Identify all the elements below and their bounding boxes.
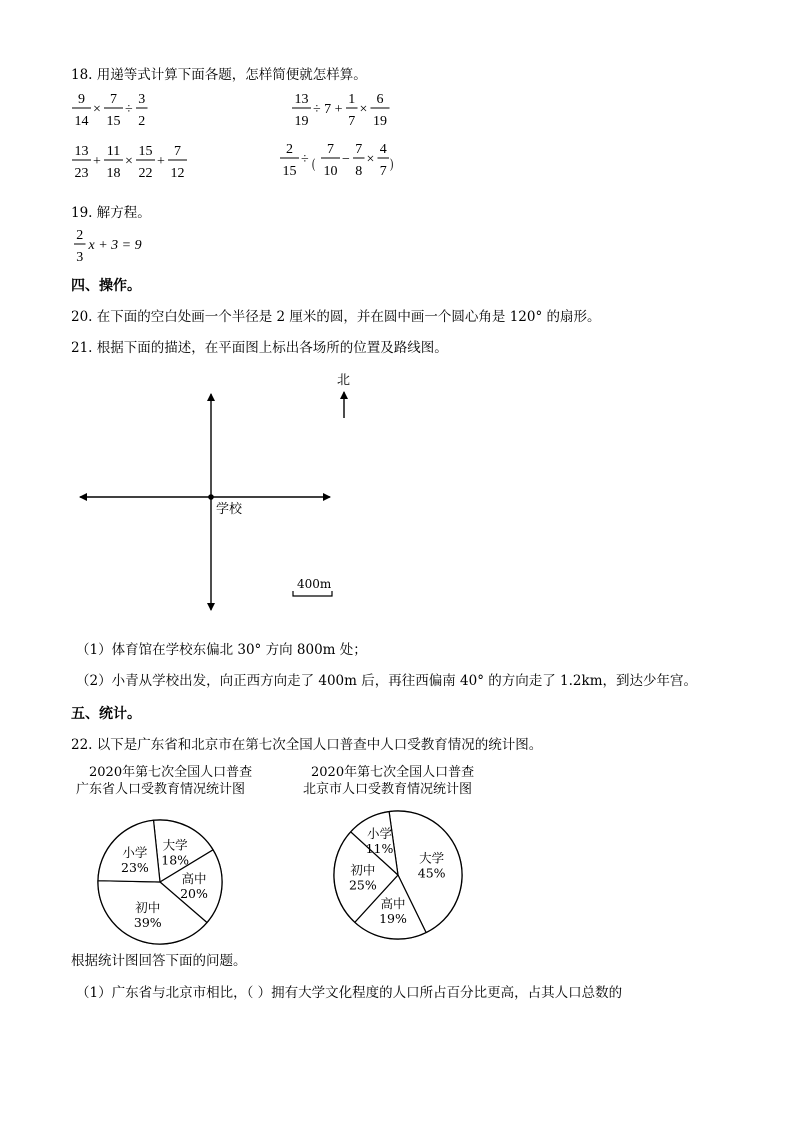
numerator: 2 <box>76 228 84 243</box>
denominator: 14 <box>74 114 89 129</box>
slice-value: 39% <box>133 914 162 930</box>
slice-label: 初中 <box>350 862 376 878</box>
q21-title: 21. 根据下面的描述，在平面图上标出各场所的位置及路线图。 <box>71 340 448 356</box>
parenthesis: ) <box>390 155 394 172</box>
operator: × <box>125 154 133 169</box>
operator: ÷ 7 + <box>313 102 343 117</box>
q21-plan-diagram <box>70 368 370 618</box>
parenthesis: ( <box>312 155 316 172</box>
denominator: 2 <box>138 114 146 129</box>
numerator: 7 <box>174 144 181 159</box>
pie2-title: 2020年第七次全国人口普查 <box>311 765 475 780</box>
numerator: 11 <box>106 144 121 159</box>
numerator: 3 <box>138 92 146 107</box>
numerator: 1 <box>348 92 356 107</box>
q19-title: 19. 解方程。 <box>71 205 151 221</box>
slice-label: 小学 <box>366 825 393 841</box>
scale-bar <box>293 591 332 596</box>
numerator: 7 <box>327 142 334 157</box>
denominator: 7 <box>348 114 356 129</box>
q18-expr-1 <box>60 88 220 134</box>
q18-title: 18. 用递等式计算下面各题，怎样简便就怎样算。 <box>71 67 367 83</box>
pie2-subtitle: 北京市人口受教育情况统计图 <box>303 782 473 797</box>
numerator: 13 <box>294 92 309 107</box>
operator: − <box>342 152 350 167</box>
denominator: 19 <box>294 114 309 129</box>
slice-value: 25% <box>348 877 377 893</box>
q22-title: 22. 以下是广东省和北京市在第七次全国人口普查中人口受教育情况的统计图。 <box>71 737 543 753</box>
q20-text: 20. 在下面的空白处画一个半径是 2 厘米的圆，并在圆中画一个圆心角是 120° 的扇形。 <box>71 309 601 325</box>
slice-value: 20% <box>180 885 208 901</box>
operator: + <box>157 154 165 169</box>
q22-question-1: （1）广东省与北京市相比，（ ）拥有大学文化程度的人口所占百分比更高，占其人口总数的 <box>76 985 623 1001</box>
denominator: 12 <box>170 166 185 181</box>
denominator: 19 <box>373 114 387 129</box>
slice-label: 高中 <box>181 870 207 886</box>
slice-label: 大学 <box>419 850 445 866</box>
numerator: 13 <box>74 144 89 159</box>
slice-label: 初中 <box>135 899 161 915</box>
numerator: 15 <box>138 144 153 159</box>
operator: ÷ <box>125 102 133 117</box>
numerator: 2 <box>286 142 293 157</box>
operator: ÷ <box>301 152 309 167</box>
slice-value: 18% <box>161 852 190 868</box>
scale-label: 400m <box>297 577 332 591</box>
numerator: 4 <box>379 142 387 157</box>
q19-equation <box>60 224 180 270</box>
numerator: 7 <box>355 142 363 157</box>
slice-value: 19% <box>379 910 407 926</box>
denominator: 23 <box>74 166 89 181</box>
slice-label: 小学 <box>122 844 148 860</box>
pie1-subtitle: 广东省人口受教育情况统计图 <box>76 782 246 797</box>
north-label: 北 <box>337 373 351 388</box>
q21-item-2: （2）小青从学校出发，向正西方向走了 400m 后，再往西偏南 40° 的方向走了 1.2km，到达少年宫。 <box>76 673 697 689</box>
denominator: 15 <box>282 164 297 179</box>
numerator: 6 <box>376 92 384 107</box>
operator: × <box>93 102 101 117</box>
denominator: 8 <box>355 164 363 179</box>
pie1-chart <box>80 805 250 965</box>
slice-value: 11% <box>365 840 394 856</box>
pie2-chart <box>315 805 485 965</box>
slice-value: 45% <box>417 865 446 881</box>
slice-value: 23% <box>121 859 149 875</box>
denominator: 22 <box>138 166 153 181</box>
slice-label: 大学 <box>162 837 188 853</box>
slice-label: 高中 <box>380 895 406 911</box>
pie1-title: 2020年第七次全国人口普查 <box>89 765 253 780</box>
section-4-title: 四、操作。 <box>71 278 141 294</box>
denominator: 7 <box>379 164 387 179</box>
denominator: 18 <box>106 166 121 181</box>
q21-item-1: （1）体育馆在学校东偏北 30° 方向 800m 处； <box>76 642 367 658</box>
section-5-title: 五、统计。 <box>71 706 141 722</box>
denominator: 15 <box>106 114 121 129</box>
numerator: 7 <box>110 92 117 107</box>
equation-rest: x + 3 = 9 <box>88 238 142 253</box>
denominator: 3 <box>76 250 84 265</box>
denominator: 10 <box>323 164 338 179</box>
school-point <box>208 494 214 500</box>
q18-expr-3 <box>60 140 240 190</box>
q22-followup: 根据统计图回答下面的问题。 <box>71 953 247 969</box>
school-label: 学校 <box>216 502 243 517</box>
numerator: 9 <box>78 92 85 107</box>
q18-expr-4 <box>268 138 448 190</box>
q18-expr-2 <box>280 88 440 134</box>
operator: × <box>366 152 375 167</box>
operator: × <box>359 102 368 117</box>
operator: + <box>93 154 101 169</box>
